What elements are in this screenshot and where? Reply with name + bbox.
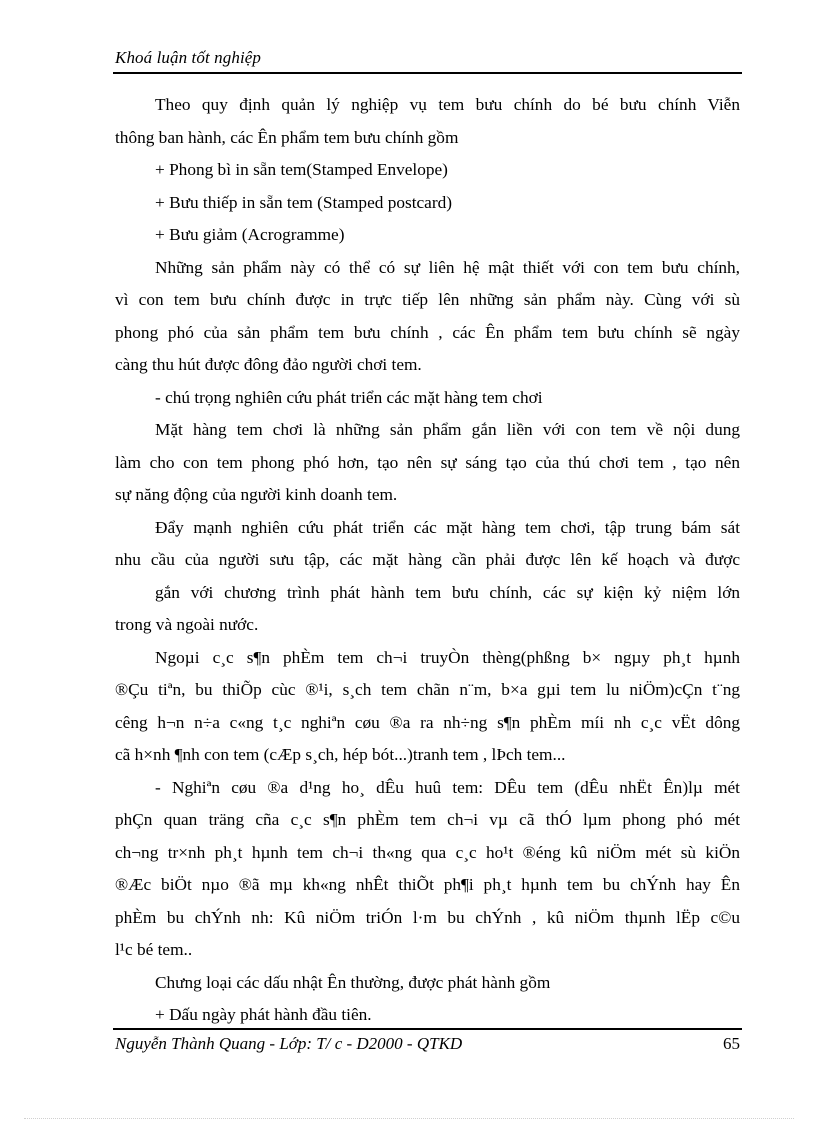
footer-author: Nguyễn Thành Quang - Lớp: T/ c - D2000 - QTKD bbox=[115, 1034, 463, 1053]
page-bottom-dotted-border bbox=[24, 1118, 794, 1119]
text-line: sự năng động của người kinh doanh tem. bbox=[115, 485, 398, 504]
text-line: + Bưu giảm (Acrogramme) bbox=[155, 225, 345, 244]
text-line: ch¬ng tr×nh ph¸t hµnh tem ch¬i th«ng qua c¸c ho¹t ®éng kû niÖm mét sù kiÖn bbox=[115, 842, 740, 862]
text-line: cêng h¬n n÷a c«ng t¸c nghiªn cøu ®a ra nh÷ng s¶n phÈm míi nh c¸c vËt dông bbox=[115, 712, 740, 732]
text-line: ®Æc biÖt nµo ®ã mµ kh«ng nhÊt thiÕt ph¶i ph¸t hµnh tem bu chÝnh hay Ên bbox=[115, 875, 740, 894]
text-line: + Dấu ngày phát hành đầu tiên. bbox=[155, 1005, 372, 1024]
text-line: phÈm bu chÝnh nh: Kû niÖm triÓn l·m bu chÝnh , kû niÖm thµnh lËp c©u bbox=[115, 907, 740, 927]
text-line: + Phong bì in sẵn tem(Stamped Envelope) bbox=[155, 160, 448, 179]
text-line: gắn với chương trình phát hành tem bưu chính, các sự kiện kỷ niệm lớn bbox=[155, 582, 740, 602]
page-header-title: Khoá luận tốt nghiệp bbox=[115, 48, 262, 67]
text-line: càng thu hút được đông đảo người chơi tem. bbox=[115, 355, 422, 374]
text-line: trong và ngoài nước. bbox=[115, 615, 259, 634]
text-line: vì con tem bưu chính được in trực tiếp lên những sản phẩm này. Cùng với sù bbox=[115, 290, 740, 309]
page-number: 65 bbox=[723, 1034, 740, 1053]
text-line: Đẩy mạnh nghiên cứu phát triển các mặt hàng tem chơi, tập trung bám sát bbox=[155, 517, 740, 537]
text-line: - Nghiªn cøu ®a d¹ng ho¸ dÊu huû tem: DÊu tem (dÊu nhËt Ên)lµ mét bbox=[155, 777, 740, 797]
document-body bbox=[115, 89, 740, 1032]
text-line: thông ban hành, các Ên phẩm tem bưu chính gồm bbox=[115, 127, 459, 147]
text-line: phÇn quan träng cña c¸c s¶n phÈm tem ch¬i vµ cã thÓ lµm phong phó mét bbox=[115, 810, 740, 829]
text-line: + Bưu thiếp in sẵn tem (Stamped postcard) bbox=[155, 192, 452, 212]
text-line: - chú trọng nghiên cứu phát triển các mặt hàng tem chơi bbox=[155, 387, 543, 407]
footer-divider bbox=[113, 1028, 742, 1030]
text-line: ®Çu tiªn, bu thiÕp cùc ®¹i, s¸ch tem chãn n¨m, b×a gµi tem lu niÖm)cÇn t¨ng bbox=[115, 680, 740, 699]
text-line: làm cho con tem phong phó hơn, tạo nên sự sáng tạo của thú chơi tem , tạo nên bbox=[115, 452, 740, 472]
text-line: Ngoµi c¸c s¶n phÈm tem ch¬i truyÒn thèng(phßng b× ngµy ph¸t hµnh bbox=[155, 647, 740, 667]
text-line: Những sản phẩm này có thể có sự liên hệ mật thiết với con tem bưu chính, bbox=[155, 257, 740, 277]
text-line: Theo quy định quản lý nghiệp vụ tem bưu chính do bé bưu chính Viễn bbox=[155, 95, 740, 114]
header-divider bbox=[113, 72, 742, 74]
text-line: Mặt hàng tem chơi là những sản phẩm gắn liền với con tem về nội dung bbox=[155, 420, 740, 439]
text-line: phong phó của sản phẩm tem bưu chính , các Ên phẩm tem bưu chính sẽ ngày bbox=[115, 322, 740, 342]
text-line: cã h×nh ¶nh con tem (cÆp s¸ch, hép bót...)tranh tem , lÞch tem... bbox=[115, 745, 566, 764]
text-line: l¹c bé tem.. bbox=[115, 940, 193, 959]
text-line: Chưng loại các dấu nhật Ên thường, được phát hành gồm bbox=[155, 972, 551, 992]
text-line: nhu cầu của người sưu tập, các mặt hàng cần phải được lên kế hoạch và được bbox=[115, 550, 740, 569]
